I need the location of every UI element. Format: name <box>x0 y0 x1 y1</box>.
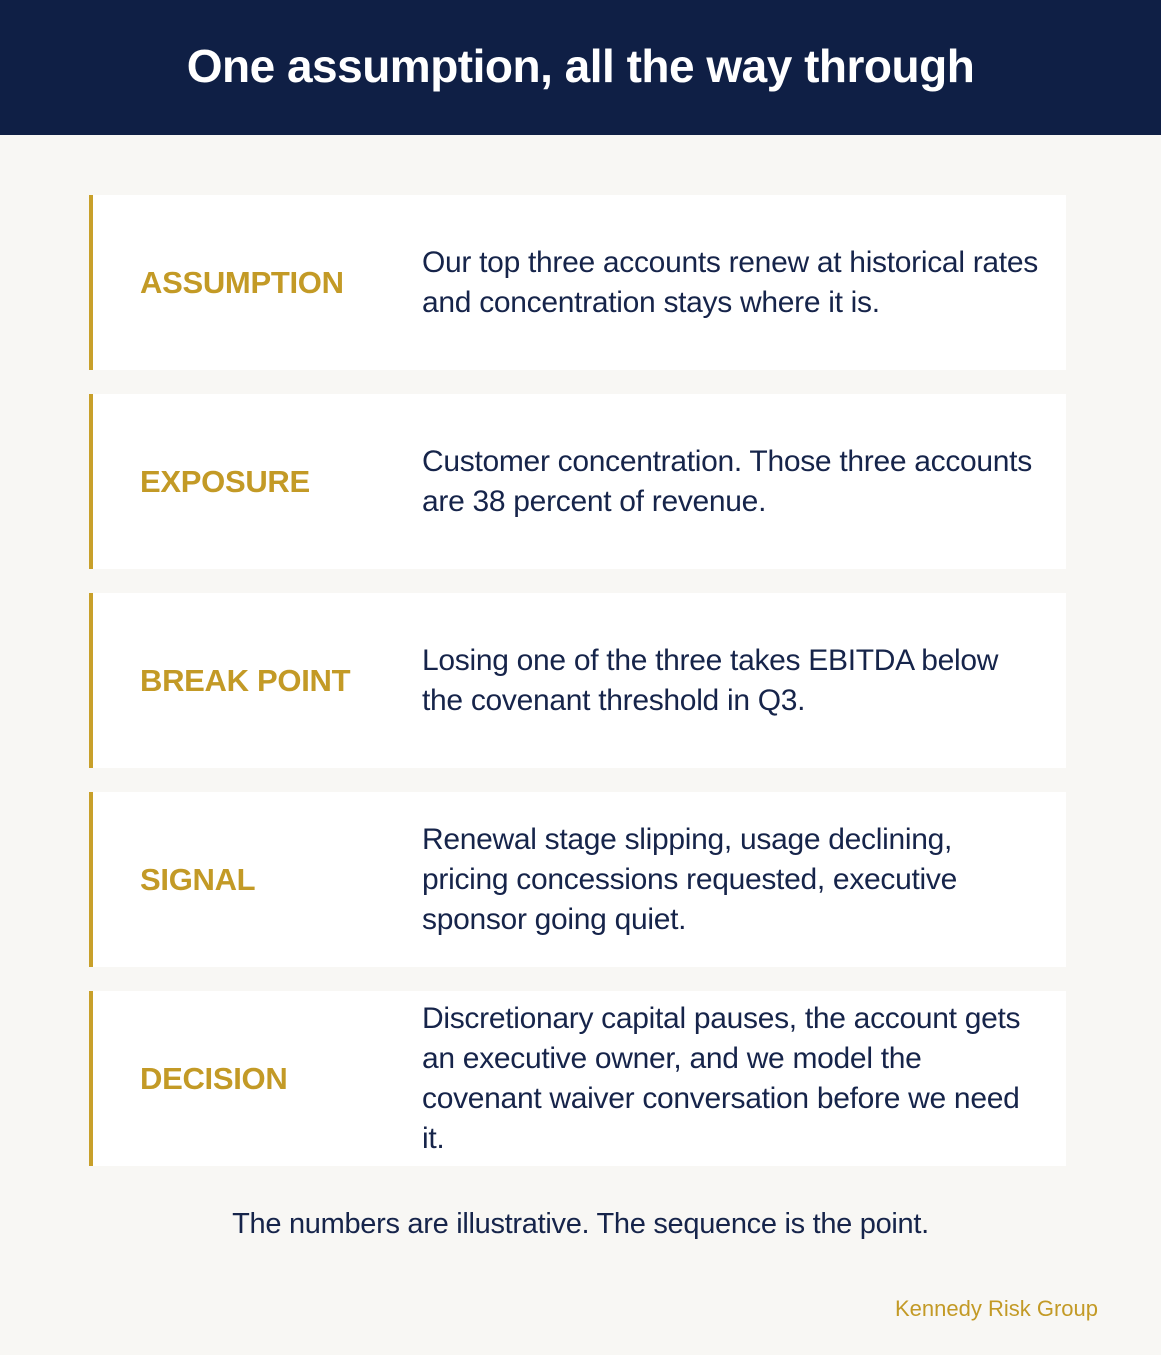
page-title: One assumption, all the way through <box>186 40 975 92</box>
row-label: SIGNAL <box>140 861 256 897</box>
row-exposure <box>89 394 1066 569</box>
row-decision <box>89 991 1066 1166</box>
row-break-point <box>89 593 1066 768</box>
row-description-text: Losing one of the three takes EBITDA below the covenant threshold in Q3. <box>422 643 999 717</box>
row-label: BREAK POINT <box>140 662 351 698</box>
row-description-text: Renewal stage slipping, usage declining, pricing concessions requested, executive sponsor going quiet. <box>422 822 957 936</box>
brand-name: Kennedy Risk Group <box>895 1296 1098 1321</box>
row-label: DECISION <box>140 1060 288 1096</box>
row-description-text: Our top three accounts renew at historical rates and concentration stays where it is. <box>422 245 1038 319</box>
row-description <box>422 394 1042 569</box>
row-description <box>422 792 1042 967</box>
row-description <box>422 991 1042 1166</box>
row-description-text: Discretionary capital pauses, the account gets an executive owner, and we model the covenant waiver conversation before we need it. <box>422 1001 1021 1155</box>
row-description-text: Customer concentration. Those three accounts are 38 percent of revenue. <box>422 444 1032 518</box>
assumption-chain <box>89 195 1066 1190</box>
row-label: EXPOSURE <box>140 463 310 499</box>
row-signal <box>89 792 1066 967</box>
header-banner <box>0 0 1161 135</box>
row-label: ASSUMPTION <box>140 264 344 300</box>
row-description <box>422 593 1042 768</box>
row-assumption <box>89 195 1066 370</box>
row-description <box>422 195 1042 370</box>
footnote: The numbers are illustrative. The sequence is the point. <box>232 1208 929 1240</box>
